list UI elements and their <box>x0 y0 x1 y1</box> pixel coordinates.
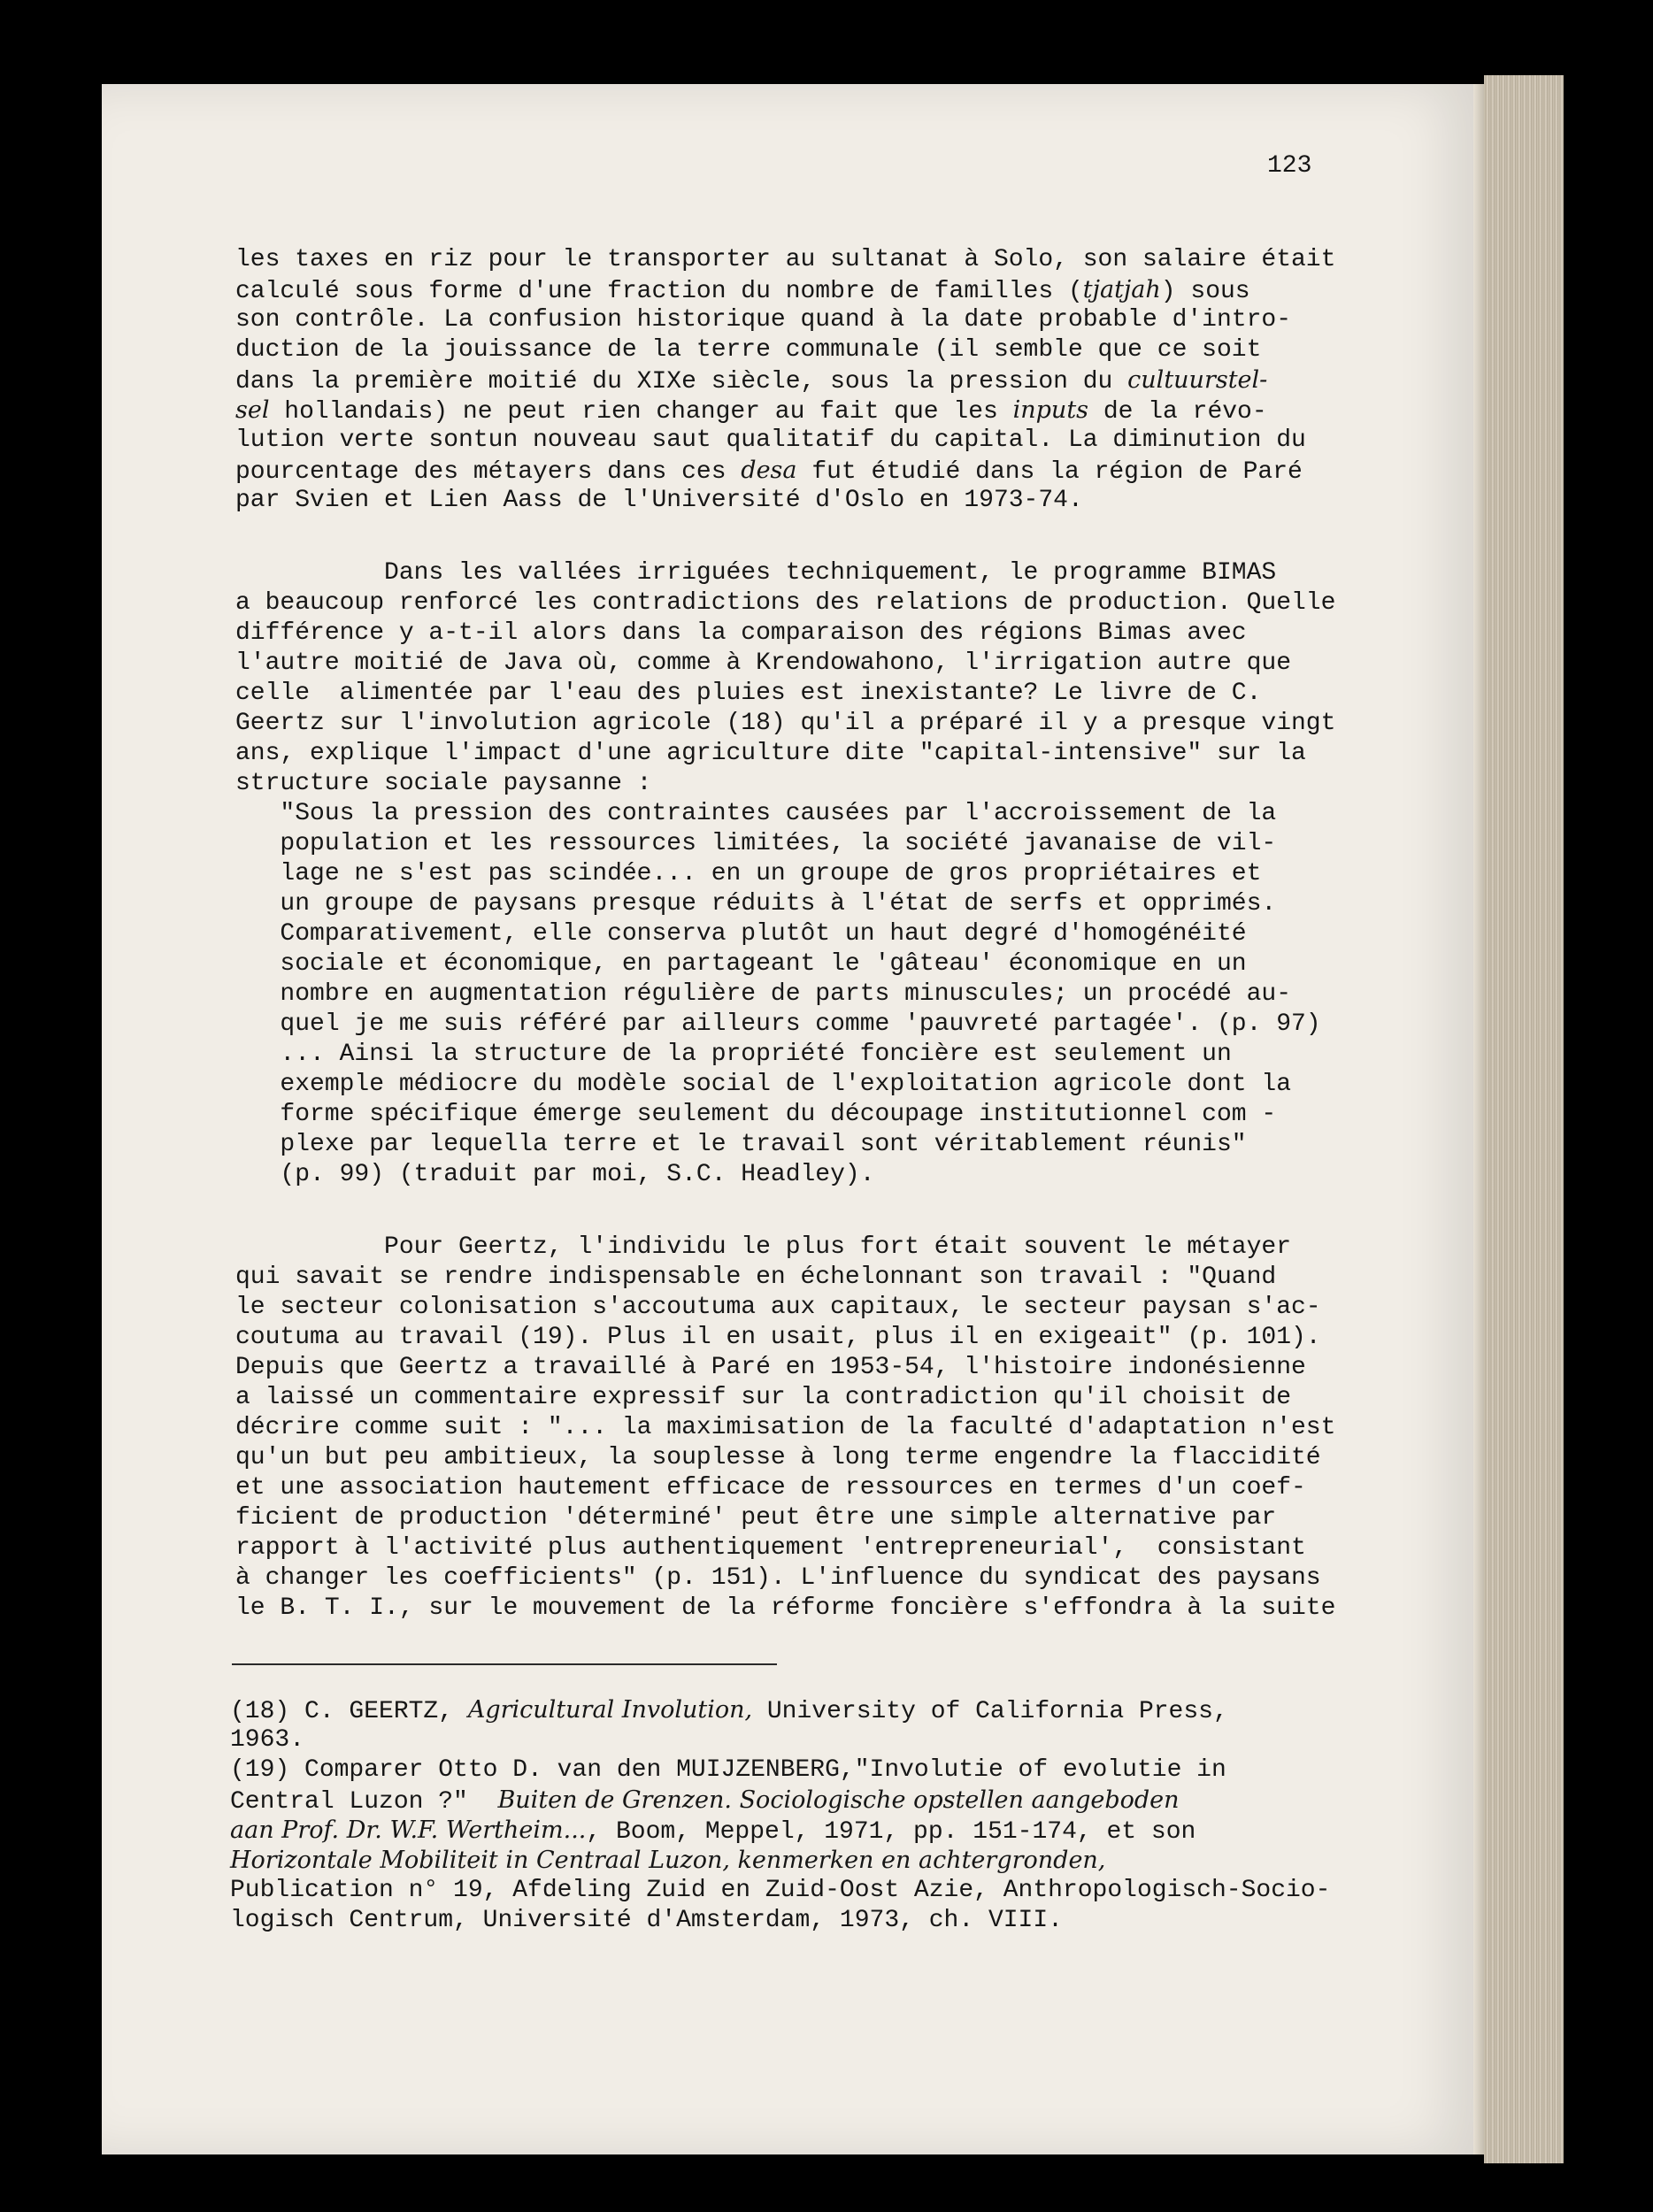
body-line <box>235 979 1335 1010</box>
body-line <box>235 1070 1335 1100</box>
body-line <box>235 1443 1335 1473</box>
text-span: fut étudié dans la région de Paré <box>796 458 1303 486</box>
body-line <box>235 396 1335 426</box>
body-line <box>235 1383 1335 1413</box>
body-line <box>235 739 1335 769</box>
text-span: qu'un but peu ambitieux, la souplesse à long terme engendre la flaccidité <box>235 1444 1321 1471</box>
body-line <box>235 709 1335 739</box>
italic-span: sel <box>235 396 270 424</box>
italic-span: Horizontale Mobiliteit in Centraal Luzon, kenmerken en achtergronden, <box>230 1847 1106 1874</box>
body-line <box>235 245 1335 275</box>
footnote-line <box>230 1755 1330 1786</box>
text-span: (p. 99) (traduit par moi, S.C. Headley). <box>235 1161 875 1188</box>
text-span: , Boom, Meppel, 1971, pp. 151-174, et son <box>586 1818 1196 1846</box>
text-span: hollandais) ne peut rien changer au fait que les <box>269 398 1013 426</box>
paragraph-gap <box>235 1190 1335 1233</box>
body-line <box>235 335 1335 365</box>
italic-span: desa <box>741 457 797 484</box>
text-span: sociale et économique, en partageant le 'gâteau' économique en un <box>235 950 1247 978</box>
italic-span: cultuurstel- <box>1127 366 1268 394</box>
body-line <box>235 1233 1335 1263</box>
text-span: Central Luzon ?" <box>230 1788 498 1816</box>
body-line <box>235 456 1335 486</box>
body-line <box>235 919 1335 949</box>
body-line <box>235 618 1335 649</box>
text-span: population et les ressources limitées, la société javanaise de vil- <box>235 830 1277 857</box>
body-line <box>235 1594 1335 1624</box>
text-span: qui savait se rendre indispensable en échelonnant son travail : "Quand <box>235 1263 1277 1291</box>
text-span: lution verte sontun nouveau saut qualitatif du capital. La diminution du <box>235 426 1306 454</box>
text-span: University of California Press, <box>752 1698 1228 1725</box>
text-span: forme spécifique émerge seulement du découpage institutionnel com - <box>235 1101 1277 1128</box>
body-line <box>235 1323 1335 1353</box>
footnote-line <box>230 1906 1330 1936</box>
body-line <box>235 859 1335 889</box>
italic-span: inputs <box>1012 396 1089 424</box>
text-span: et une association hautement efficace de ressources en termes d'un coef- <box>235 1474 1306 1502</box>
text-span: les taxes en riz pour le transporter au sultanat à Solo, son salaire était <box>235 246 1336 273</box>
italic-span: aan Prof. Dr. W.F. Wertheim... <box>230 1816 587 1844</box>
text-span: structure sociale paysanne : <box>235 770 652 797</box>
body-line <box>235 1533 1335 1563</box>
body-line <box>235 1413 1335 1443</box>
footnote-line <box>230 1695 1330 1725</box>
page-number: 123 <box>1267 152 1312 180</box>
text-span: lage ne s'est pas scindée... en un groupe de gros propriétaires et <box>235 860 1262 887</box>
body-line <box>235 949 1335 979</box>
body-line <box>235 1503 1335 1533</box>
body-line <box>235 305 1335 335</box>
text-span: par Svien et Lien Aass de l'Université d'Oslo en 1973-74. <box>235 487 1083 514</box>
text-span: le B. T. I., sur le mouvement de la réforme foncière s'effondra à la suite <box>235 1594 1336 1622</box>
text-span: Publication n° 19, Afdeling Zuid en Zuid-Oost Azie, Anthropologisch-Socio- <box>230 1877 1331 1904</box>
body-line <box>235 558 1335 588</box>
footnote-line <box>230 1816 1330 1846</box>
text-span: Geertz sur l'involution agricole (18) qu'il a préparé il y a presque vingt <box>235 710 1336 737</box>
body-line <box>235 486 1335 516</box>
body-line <box>235 1130 1335 1160</box>
body-line <box>235 769 1335 799</box>
body-text <box>235 245 1335 1624</box>
text-span: Depuis que Geertz a travaillé à Paré en 1953-54, l'histoire indonésienne <box>235 1354 1306 1381</box>
text-span: rapport à l'activité plus authentiquement 'entrepreneurial', consistant <box>235 1534 1306 1562</box>
body-line <box>235 426 1335 456</box>
text-span: exemple médiocre du modèle social de l'exploitation agricole dont la <box>235 1071 1291 1098</box>
text-span: le secteur colonisation s'accoutuma aux capitaux, le secteur paysan s'ac- <box>235 1294 1321 1321</box>
footnote-line <box>230 1846 1330 1876</box>
italic-span: Agricultural Involution, <box>467 1696 753 1724</box>
text-span: Comparativement, elle conserva plutôt un haut degré d'homogénéité <box>235 920 1247 948</box>
body-line <box>235 588 1335 618</box>
body-line <box>235 1353 1335 1383</box>
body-line <box>235 1263 1335 1293</box>
body-line <box>235 799 1335 829</box>
text-span: Pour Geertz, l'individu le plus fort était souvent le métayer <box>235 1233 1291 1261</box>
text-span: duction de la jouissance de la terre communale (il semble que ce soit <box>235 336 1262 364</box>
text-span: pourcentage des métayers dans ces <box>235 458 742 486</box>
text-span: décrire comme suit : "... la maximisation de la faculté d'adaptation n'est <box>235 1414 1336 1441</box>
text-span: coutuma au travail (19). Plus il en usait, plus il en exigeait" (p. 101). <box>235 1324 1321 1351</box>
text-span: celle alimentée par l'eau des pluies est inexistante? Le livre de C. <box>235 680 1262 707</box>
text-span: logisch Centrum, Université d'Amsterdam, 1973, ch. VIII. <box>230 1907 1063 1934</box>
text-span: dans la première moitié du XIXe siècle, sous la pression du <box>235 368 1128 396</box>
text-span: plexe par lequella terre et le travail sont véritablement réunis" <box>235 1131 1247 1158</box>
text-span: Dans les vallées irriguées techniquement, le programme BIMAS <box>235 559 1277 587</box>
body-line <box>235 365 1335 396</box>
body-line <box>235 649 1335 679</box>
body-line <box>235 1563 1335 1594</box>
body-line <box>235 275 1335 305</box>
body-line <box>235 889 1335 919</box>
body-line <box>235 1293 1335 1323</box>
body-line <box>235 679 1335 709</box>
body-line <box>235 1010 1335 1040</box>
footnote-line <box>230 1725 1330 1755</box>
text-span: ... Ainsi la structure de la propriété foncière est seulement un <box>235 1041 1232 1068</box>
text-span: l'autre moitié de Java où, comme à Krendowahono, l'irrigation autre que <box>235 649 1291 677</box>
text-span: différence y a-t-il alors dans la comparaison des régions Bimas avec <box>235 619 1247 647</box>
italic-span: tjatjah <box>1082 276 1161 303</box>
body-line <box>235 1160 1335 1190</box>
text-span: a laissé un commentaire expressif sur la contradiction qu'il choisit de <box>235 1384 1291 1411</box>
text-span: son contrôle. La confusion historique quand à la date probable d'intro- <box>235 306 1291 334</box>
page-stack-edge <box>1484 75 1564 2163</box>
text-span: un groupe de paysans presque réduits à l'état de serfs et opprimés. <box>235 890 1277 918</box>
footnote-line <box>230 1786 1330 1816</box>
italic-span: Buiten de Grenzen. Sociologische opstellen aangeboden <box>497 1786 1180 1814</box>
paragraph-gap <box>235 516 1335 558</box>
text-span: ficient de production 'déterminé' peut être une simple alternative par <box>235 1504 1277 1532</box>
text-span: de la révo- <box>1088 398 1267 426</box>
footnote-divider <box>232 1663 777 1665</box>
text-span: nombre en augmentation régulière de parts minuscules; un procédé au- <box>235 980 1291 1008</box>
footnotes <box>230 1695 1330 1936</box>
body-line <box>235 829 1335 859</box>
footnote-line <box>230 1876 1330 1906</box>
text-span: 1963. <box>230 1726 305 1754</box>
text-span: "Sous la pression des contraintes causées par l'accroissement de la <box>235 800 1277 827</box>
body-line <box>235 1473 1335 1503</box>
text-span: à changer les coefficients" (p. 151). L'influence du syndicat des paysans <box>235 1564 1321 1592</box>
body-line <box>235 1100 1335 1130</box>
text-span: quel je me suis référé par ailleurs comme 'pauvreté partagée'. (p. 97) <box>235 1010 1321 1038</box>
text-span: calculé sous forme d'une fraction du nombre de familles ( <box>235 278 1083 305</box>
body-line <box>235 1040 1335 1070</box>
text-span: a beaucoup renforcé les contradictions des relations de production. Quelle <box>235 589 1336 617</box>
text-span: (19) Comparer Otto D. van den MUIJZENBERG,"Involutie of evolutie in <box>230 1756 1226 1784</box>
text-span: (18) C. GEERTZ, <box>230 1698 468 1725</box>
text-span: ans, explique l'impact d'une agriculture dite "capital-intensive" sur la <box>235 740 1306 767</box>
text-span: ) sous <box>1160 278 1250 305</box>
